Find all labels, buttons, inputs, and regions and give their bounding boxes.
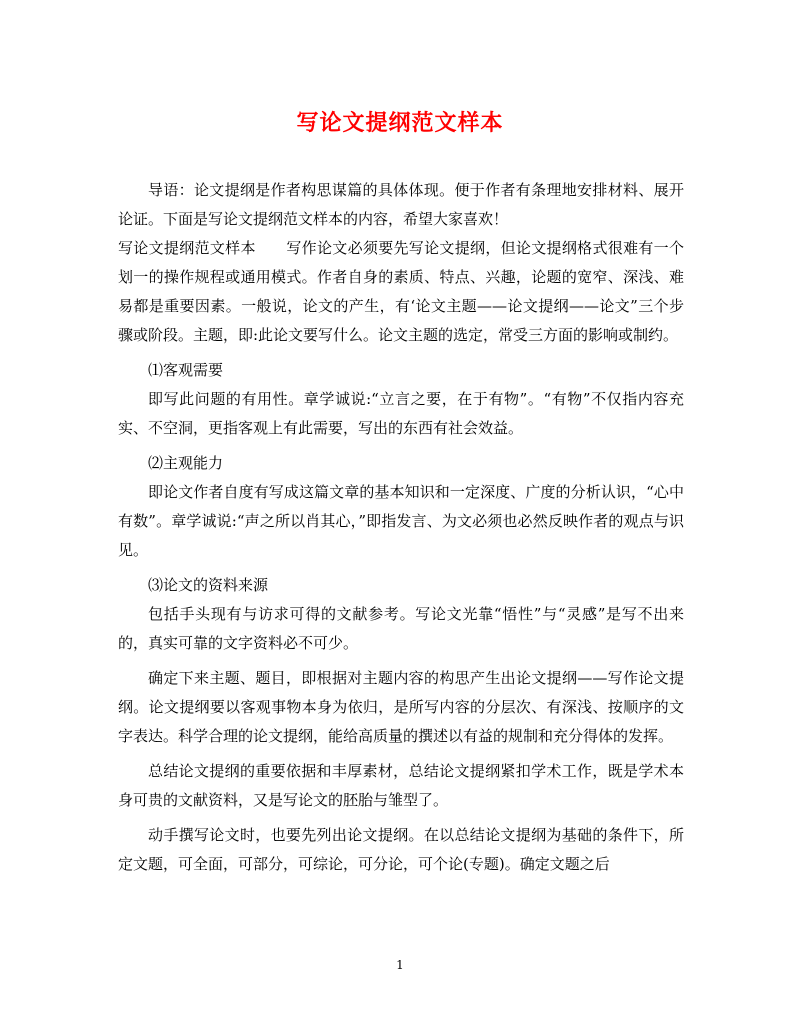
paragraph-main: 写论文提纲范文样本 写作论文必须要先写论文提纲，但论文提纲格式很难有一个划一的操作规程或通用模式。作者自身的素质、特点、兴趣，论题的宽窄、深浅、难易都是重要因素。一般说，论文的产生，有‘论文主题——论文提纲——论文”三个步骤或阶段。主题，即:此论文要写什么。论文主题的选定，常受三方面的影响或制约。 — [118, 239, 684, 344]
document-title: 写论文提纲范文样本 — [296, 110, 504, 136]
paragraph-writing-start: 动手撰写论文时，也要先列出论文提纲。在以总结论文提纲为基础的条件下，所定文题，可全面，可部分，可综论，可分论，可个论(专题)。确定文题之后 — [118, 826, 684, 873]
paragraph-source-material: 包括手头现有与访求可得的文献参考。写论文光靠“悟性”与“灵感”是写不出来的，真实可靠的文字资料必不可少。 — [118, 605, 684, 652]
section-heading-source-material: ⑶论文的资料来源 — [148, 576, 269, 594]
paragraph-outline-basis: 总结论文提纲的重要依据和丰厚素材，总结论文提纲紧扣学术工作，既是学术本身可贵的文献资料，又是写论文的胚胎与雏型了。 — [118, 762, 684, 809]
section-heading-subjective-ability: ⑵主观能力 — [148, 454, 224, 472]
paragraph-outline-definition: 确定下来主题、题目，即根据对主题内容的构思产生出论文提纲——写作论文提纲。论文提纲要以客观事物本身为依归，是所写内容的分层次、有深浅、按顺序的文字表达。科学合理的论文提纲，能给高质量的撰述以有益的规制和充分得体的发挥。 — [118, 669, 684, 745]
paragraph-intro: 导语：论文提纲是作者构思谋篇的具体体现。便于作者有条理地安排材料、展开论证。下面是写论文提纲范文样本的内容，希望大家喜欢！ — [118, 181, 684, 228]
section-heading-objective-need: ⑴客观需要 — [148, 361, 224, 379]
paragraph-subjective-ability: 即论文作者自度有写成这篇文章的基本知识和一定深度、广度的分析认识，“心中有数”。章学诚说:“声之所以肖其心，”即指发言、为文必须也必然反映作者的观点与识见。 — [118, 483, 684, 559]
page-number: 1 — [396, 958, 404, 972]
document-body — [118, 176, 684, 885]
paragraph-objective-need: 即写此问题的有用性。章学诚说:“立言之要，在于有物”。“有物”不仅指内容充实、不空洞，更指客观上有此需要，写出的东西有社会效益。 — [118, 390, 684, 437]
